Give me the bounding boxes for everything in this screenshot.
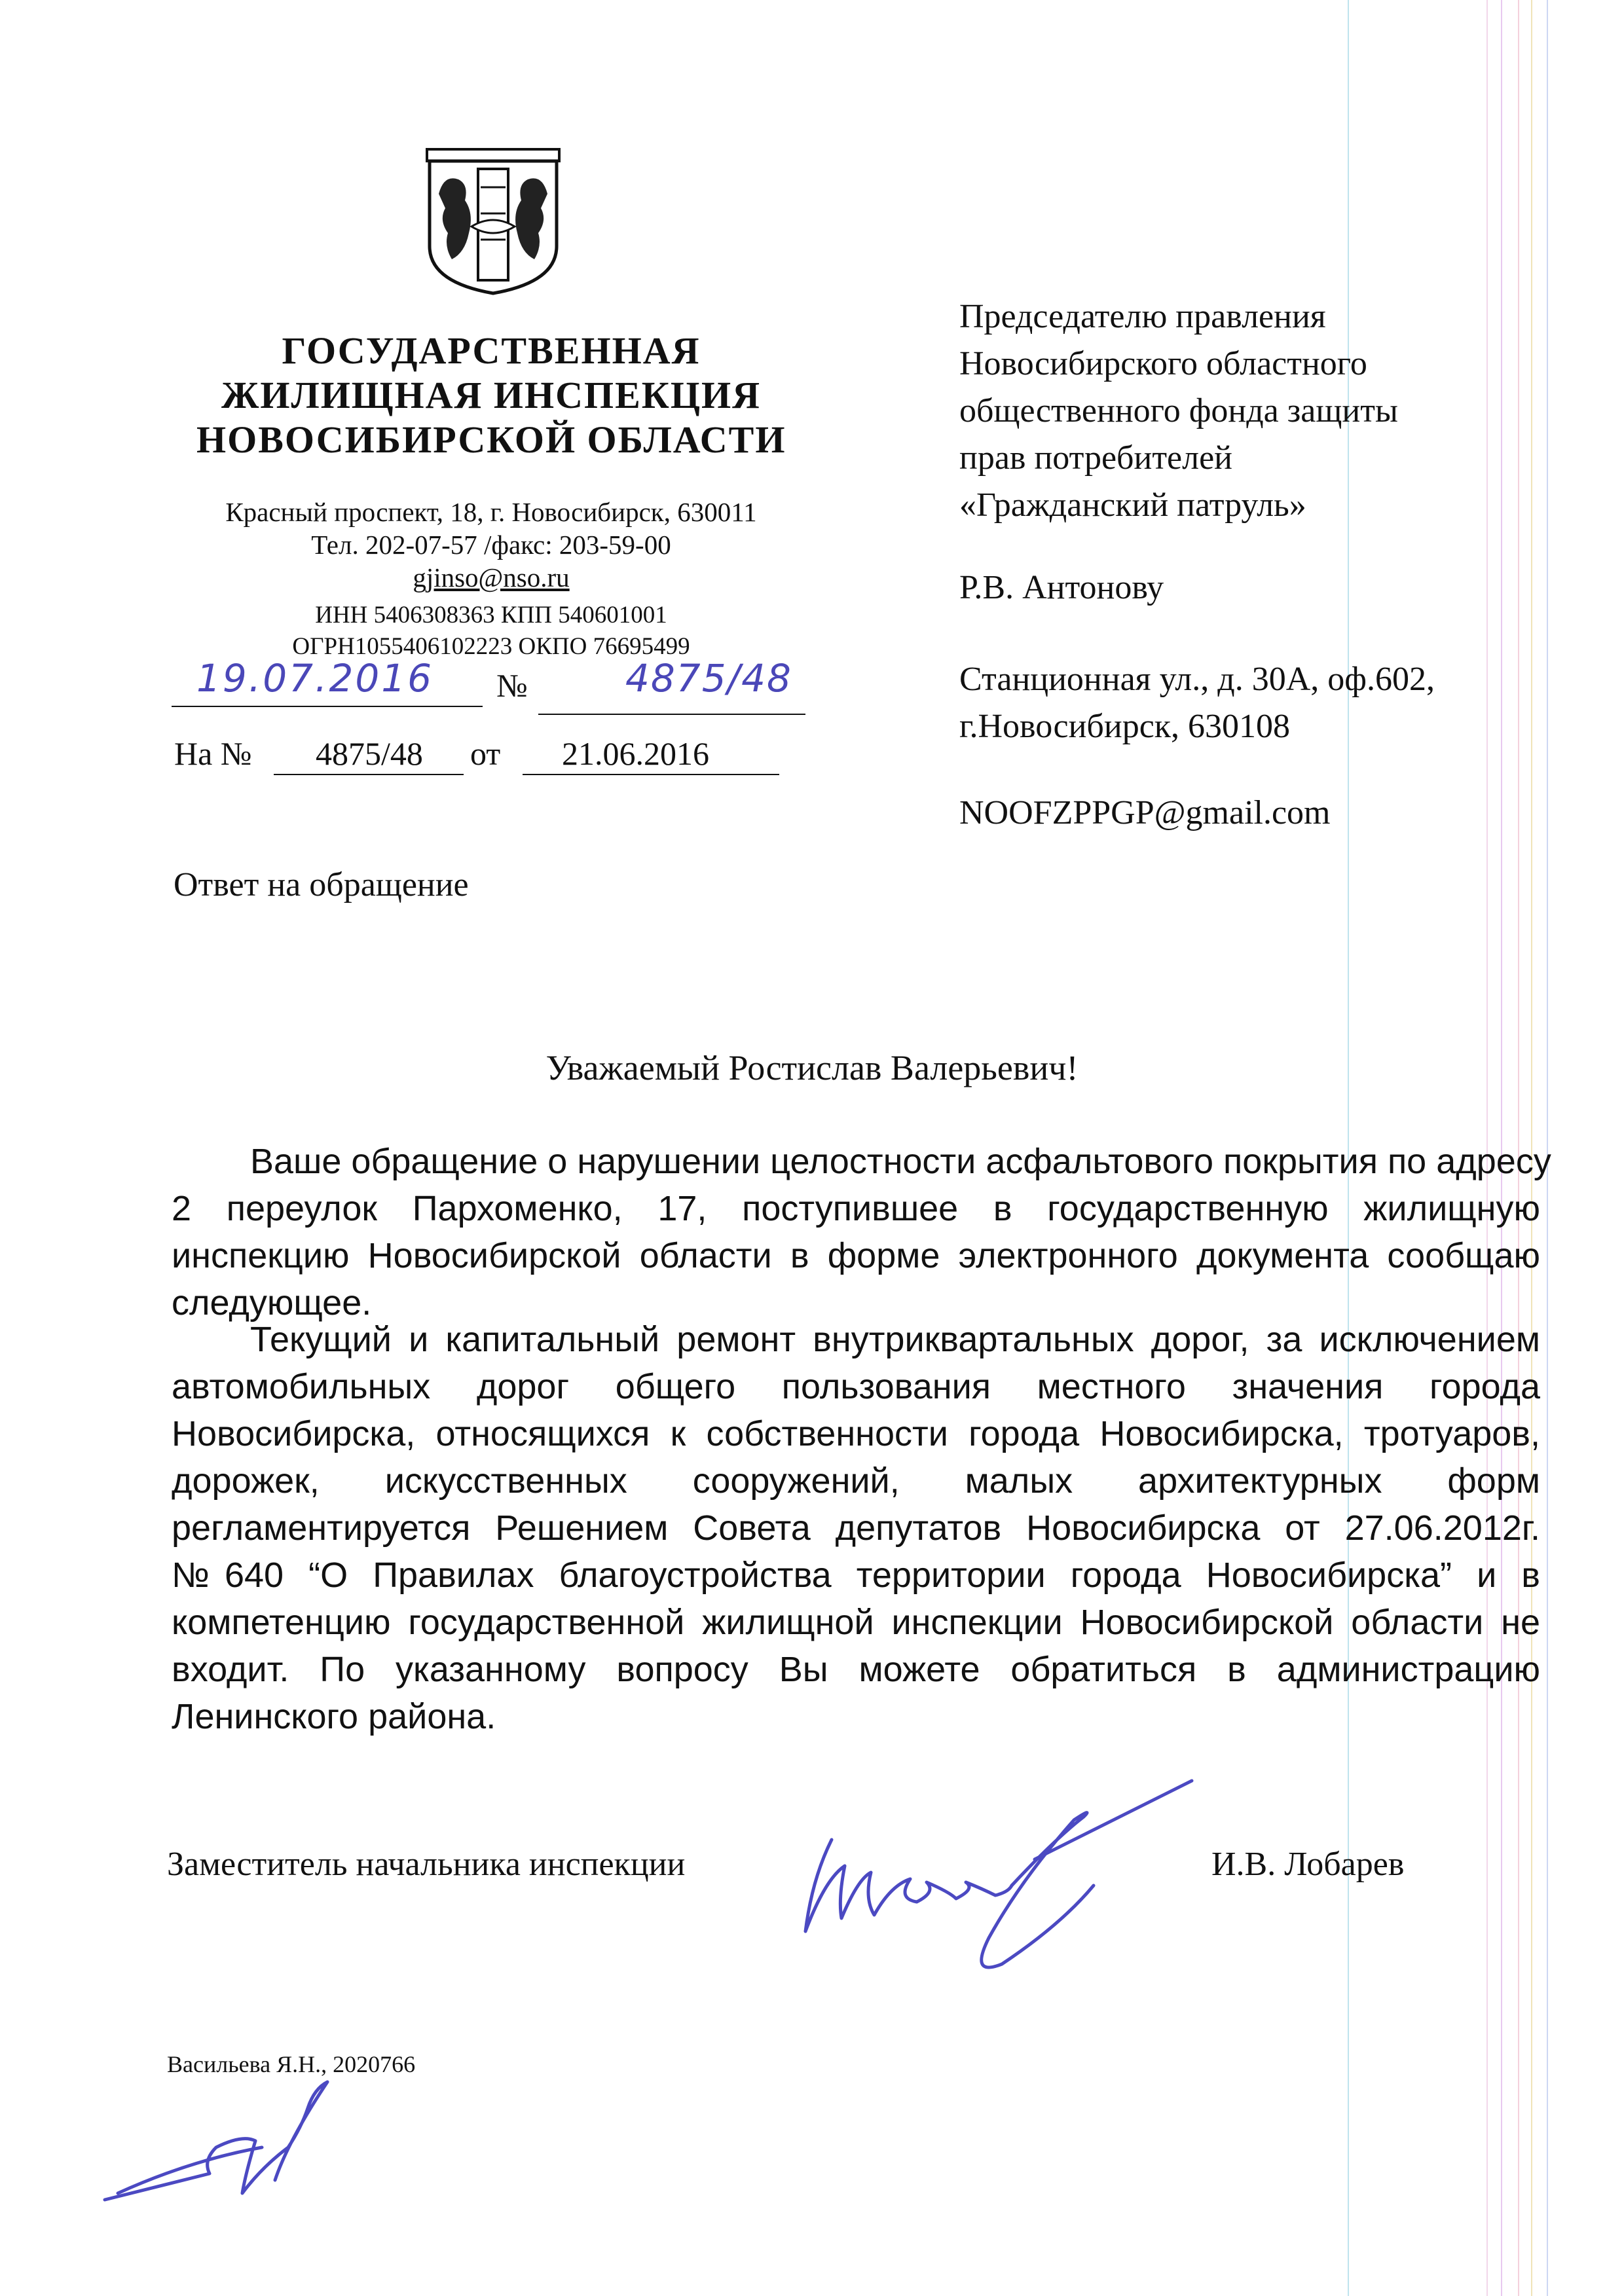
executor-signature [92, 2062, 393, 2219]
body-line: Ваше обращение о нарушении целостности асфальтового покрытия по адресу [250, 1142, 1551, 1181]
org-inn-kpp: ИНН 5406308363 КПП 540601001 [315, 602, 667, 629]
body-line: дорожек, искусственных сооружений, малых архитектурных форм [172, 1461, 1540, 1501]
body-line: Ленинского района. [172, 1697, 496, 1736]
reference-number-underline [274, 774, 464, 775]
addressee-line: общественного фонда защиты [959, 392, 1398, 429]
addressee-line: Новосибирского областного [959, 345, 1367, 382]
org-phone: Тел. 202-07-57 /факс: 203-59-00 [311, 530, 671, 560]
registration-date-underline [172, 706, 483, 707]
reference-date: 21.06.2016 [562, 735, 709, 772]
body-line: №640 “О Правилах благоустройства территории города Новосибирска” и в [172, 1556, 1540, 1595]
registration-number-label: № [496, 667, 528, 704]
registration-number-underline [538, 714, 805, 715]
org-name-line: ЖИЛИЩНАЯ ИНСПЕКЦИЯ [221, 374, 761, 416]
addressee-street: Станционная ул., д. 30А, оф.602, [959, 661, 1435, 698]
body-paragraph-1 [172, 1138, 1551, 1326]
handwritten-signature [786, 1768, 1218, 2003]
reference-number: 4875/48 [316, 735, 423, 772]
body-line: Новосибирска, относящихся к собственности города Новосибирска, тротуаров, [172, 1414, 1540, 1453]
addressee-city: г.Новосибирск, 630108 [959, 708, 1291, 745]
reference-from-label: от [470, 735, 501, 772]
body-line: автомобильных дорог общего пользования местного значения города [172, 1367, 1540, 1406]
signatory-title: Заместитель начальника инспекции [167, 1846, 686, 1883]
org-name-line: НОВОСИБИРСКОЙ ОБЛАСТИ [196, 418, 786, 461]
signatory-name: И.В. Лобарев [1211, 1846, 1405, 1883]
org-email-link[interactable]: gjinso@nso.ru [413, 562, 570, 592]
body-line: регламентируется Решением Совета депутатов Новосибирска от 27.06.2012г. [172, 1508, 1540, 1548]
body-line: входит. По указанному вопросу Вы можете обратиться в администрацию [172, 1650, 1540, 1689]
body-line: следующее. [172, 1283, 372, 1322]
registration-number: 4875/48 [625, 656, 792, 701]
org-ogrn-okpo: ОГРН1055406102223 ОКПО 76695499 [292, 633, 690, 660]
addressee-name: Р.В. Антонову [959, 569, 1164, 606]
body-line: 2 переулок Пархоменко, 17, поступившее в государственную жилищную [172, 1189, 1540, 1228]
greeting: Уважаемый Ростислав Валерьевич! [545, 1048, 1079, 1087]
addressee-line: прав потребителей [959, 439, 1232, 477]
body-line: компетенцию государственной жилищной инспекции Новосибирской области не [172, 1603, 1540, 1642]
reference-date-underline [523, 774, 779, 775]
reference-label: На № [174, 735, 252, 772]
addressee-line: Председателю правления [959, 298, 1326, 335]
letter-subject: Ответ на обращение [174, 866, 469, 903]
executor-info: Васильева Я.Н., 2020766 [167, 2051, 416, 2077]
org-address: Красный проспект, 18, г. Новосибирск, 630011 [225, 497, 757, 527]
coat-of-arms-icon [426, 148, 561, 296]
body-paragraph-2 [172, 1316, 1540, 1740]
addressee-line: «Гражданский патруль» [959, 486, 1306, 524]
body-line: Текущий и капитальный ремонт внутриквартальных дорог, за исключением [250, 1320, 1540, 1359]
org-name-line: ГОСУДАРСТВЕННАЯ [282, 329, 701, 372]
addressee-email: NOOFZPPGP@gmail.com [959, 794, 1331, 831]
registration-date: 19.07.2016 [196, 656, 434, 701]
body-line: инспекцию Новосибирской области в форме электронного документа сообщаю [172, 1236, 1540, 1275]
